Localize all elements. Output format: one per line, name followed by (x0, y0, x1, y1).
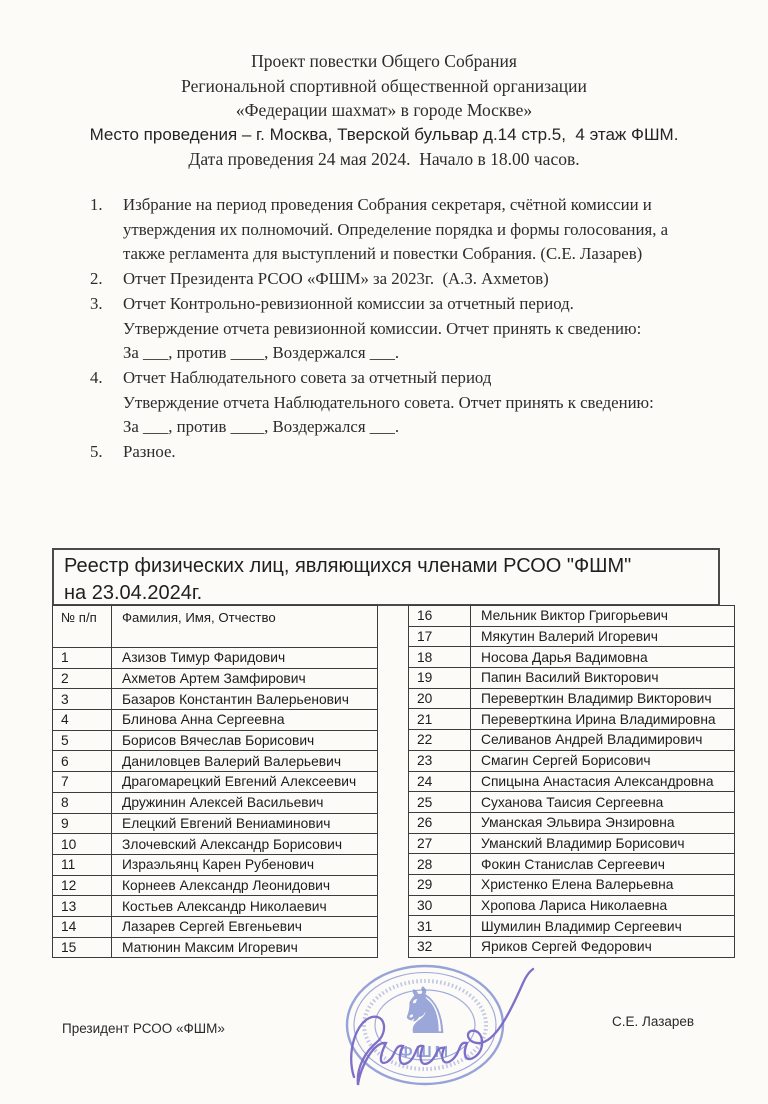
stamp-microtext-ring (364, 981, 486, 1069)
agenda-item-text: Разное. (123, 442, 176, 462)
stamp-second-ring (354, 973, 496, 1078)
member-row (53, 730, 378, 751)
member-number: 7 (53, 772, 112, 793)
member-row (409, 854, 735, 875)
member-name: Фокин Станислав Сергеевич (471, 854, 735, 875)
members-table-right (408, 605, 735, 958)
member-row (53, 710, 378, 731)
member-number: 32 (409, 937, 471, 958)
member-name: Мякутин Валерий Игоревич (471, 626, 735, 647)
member-number: 3 (53, 689, 112, 710)
member-name: Драгомарецкий Евгений Алексеевич (112, 772, 378, 793)
member-row (53, 854, 378, 875)
member-name: Уманская Эльвира Энзировна (471, 812, 735, 833)
member-row (53, 668, 378, 689)
member-name: Смагин Сергей Борисович (471, 750, 735, 771)
member-number: 16 (409, 606, 471, 627)
member-number: 26 (409, 812, 471, 833)
agenda-item-number: 3. (90, 293, 103, 313)
member-name: Христенко Елена Валерьевна (471, 874, 735, 895)
member-row (409, 771, 735, 792)
member-row (53, 792, 378, 813)
member-row (53, 648, 378, 669)
member-name: Блинова Анна Сергеевна (112, 710, 378, 731)
member-row (409, 626, 735, 647)
member-row (53, 916, 378, 937)
member-number: 5 (53, 730, 112, 751)
member-name: Лазарев Сергей Евгеньевич (112, 916, 378, 937)
member-name: Яриков Сергей Федорович (471, 937, 735, 958)
col-header-number: № п/п (53, 606, 112, 648)
member-name: Злочевский Александр Борисович (112, 834, 378, 855)
member-number: 17 (409, 626, 471, 647)
member-number: 12 (53, 875, 112, 896)
member-name: Борисов Вячеслав Борисович (112, 730, 378, 751)
member-name: Спицына Анастасия Александровна (471, 771, 735, 792)
member-name: Носова Дарья Вадимовна (471, 647, 735, 668)
members-table-header-row (53, 606, 378, 648)
registry-title-line2: на 23.04.2024г. (64, 581, 203, 604)
agenda-item-text: Отчет Президента РСОО «ФШМ» за 2023г. (А.З. Ахметов) (123, 269, 549, 289)
member-name: Азизов Тимур Фаридович (112, 648, 378, 669)
member-number: 13 (53, 896, 112, 917)
member-row (53, 751, 378, 772)
member-row (53, 772, 378, 793)
agenda-item-number: 5. (90, 442, 103, 462)
agenda-item-text: Отчет Наблюдательного совета за отчетный период Утверждение отчета Наблюдательного совета. Отчет принять к сведению: За ___, против ____, Воздержался ___. (123, 367, 654, 437)
member-number: 30 (409, 895, 471, 916)
member-name: Дружинин Алексей Васильевич (112, 792, 378, 813)
member-row (409, 647, 735, 668)
member-row (409, 668, 735, 689)
stamp-inner-ring (375, 990, 475, 1060)
member-number: 1 (53, 648, 112, 669)
member-row (53, 875, 378, 896)
member-row (53, 834, 378, 855)
header-date-line: Дата проведения 24 мая 2024. Начало в 18.00 часов. (188, 149, 580, 170)
member-name: Мельник Виктор Григорьевич (471, 606, 735, 627)
col-header-name: Фамилия, Имя, Отчество (112, 606, 378, 648)
member-name: Переверткин Владимир Викторович (471, 688, 735, 709)
header-federation-line: «Федерации шахмат» в городе Москве» (235, 100, 533, 121)
member-number: 19 (409, 668, 471, 689)
member-row (409, 895, 735, 916)
stamp-outer-ring (347, 966, 503, 1084)
member-number: 14 (53, 916, 112, 937)
member-name: Ахметов Артем Замфирович (112, 668, 378, 689)
header-title-line: Проект повестки Общего Собрания (251, 51, 517, 71)
member-name: Матюнин Максим Игоревич (112, 937, 378, 958)
member-number: 25 (409, 792, 471, 813)
member-number: 28 (409, 854, 471, 875)
member-name: Корнеев Александр Леонидович (112, 875, 378, 896)
agenda-item (90, 440, 698, 465)
member-number: 24 (409, 771, 471, 792)
member-name: Папин Василий Викторович (471, 668, 735, 689)
member-number: 31 (409, 916, 471, 937)
agenda-item-number: 4. (90, 367, 103, 387)
member-name: Суханова Таисия Сергеевна (471, 792, 735, 813)
agenda-item (90, 366, 698, 440)
member-row (53, 896, 378, 917)
member-row (409, 730, 735, 751)
member-number: 22 (409, 730, 471, 751)
member-row (53, 689, 378, 710)
agenda-item-number: 1. (90, 195, 103, 214)
document-header (0, 49, 768, 172)
member-row (409, 709, 735, 730)
member-number: 10 (53, 834, 112, 855)
member-name: Хропова Лариса Николаевна (471, 895, 735, 916)
member-number: 8 (53, 792, 112, 813)
member-row (409, 874, 735, 895)
stamp-knight-icon: ♞ (396, 975, 454, 1047)
president-signature-label: Президент РСОО «ФШМ» (62, 1021, 225, 1036)
agenda-item (90, 193, 698, 267)
member-row (409, 750, 735, 771)
member-number: 27 (409, 833, 471, 854)
member-name: Израэльянц Карен Рубенович (112, 854, 378, 875)
member-name: Уманский Владимир Борисович (471, 833, 735, 854)
member-row (409, 606, 735, 627)
member-number: 23 (409, 750, 471, 771)
member-row (409, 916, 735, 937)
member-name: Шумилин Владимир Сергеевич (471, 916, 735, 937)
member-number: 18 (409, 647, 471, 668)
member-name: Переверткина Ирина Владимировна (471, 709, 735, 730)
member-row (409, 937, 735, 958)
organization-stamp (330, 945, 545, 1104)
member-number: 2 (53, 668, 112, 689)
member-row (409, 833, 735, 854)
member-number: 4 (53, 710, 112, 731)
member-number: 20 (409, 688, 471, 709)
member-number: 29 (409, 874, 471, 895)
registry-title-line1: Реестр физических лиц, являющихся членами РСОО "ФШМ" (64, 555, 632, 577)
member-number: 11 (53, 854, 112, 875)
agenda-item (90, 292, 698, 366)
member-row (53, 937, 378, 958)
agenda-item-text: Избрание на период проведения Собрания секретаря, счётной комиссии и утверждения их полномочий. Определение порядка и формы голосования, а также регламента для выступлений и повестки Собрания. (С.Е. Лазарев) (123, 195, 669, 264)
member-row (409, 688, 735, 709)
member-name: Базаров Константин Валерьенович (112, 689, 378, 710)
member-number: 15 (53, 937, 112, 958)
member-row (409, 812, 735, 833)
member-name: Селиванов Андрей Владимирович (471, 730, 735, 751)
member-row (409, 792, 735, 813)
header-venue-line: Место проведения – г. Москва, Тверской бульвар д.14 стр.5, 4 этаж ФШМ. (89, 124, 679, 144)
agenda-list (90, 193, 698, 465)
member-number: 21 (409, 709, 471, 730)
member-row (53, 813, 378, 834)
member-number: 6 (53, 751, 112, 772)
agenda-item-number: 2. (90, 269, 103, 289)
member-name: Даниловцев Валерий Валерьевич (112, 751, 378, 772)
agenda-item-text: Отчет Контрольно-ревизионной комиссии за отчетный период. Утверждение отчета ревизионной комиссии. Отчет принять к сведению: За ___, против ____, Воздержался ___. (123, 293, 642, 363)
header-org-line: Региональной спортивной общественной организации (181, 75, 587, 96)
member-name: Елецкий Евгений Вениаминович (112, 813, 378, 834)
registry-title-box (52, 548, 720, 606)
agenda-item (90, 267, 698, 292)
member-name: Костьев Александр Николаевич (112, 896, 378, 917)
stamp-label: ФШМ (398, 1044, 452, 1061)
members-table-left (52, 605, 378, 958)
president-name-label: С.Е. Лазарев (612, 1014, 695, 1029)
signature-stroke (351, 969, 533, 1085)
member-number: 9 (53, 813, 112, 834)
